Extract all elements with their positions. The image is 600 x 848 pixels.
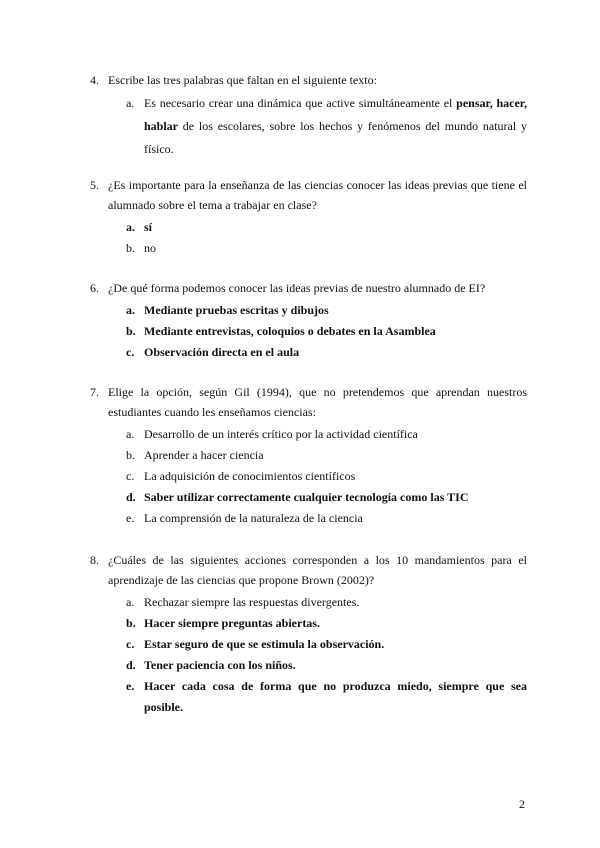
option-b: [126, 445, 527, 466]
option-e: [126, 676, 527, 718]
option-text: Saber utilizar correctamente cualquier tecnología como las TIC: [144, 490, 469, 504]
question-text: Elige la opción, según Gil (1994), que no pretendemos que aprendan nuestros estudiantes cuando les enseñamos ciencias:: [108, 385, 527, 419]
option-letter: c.: [126, 469, 135, 483]
question-number: 5.: [90, 178, 99, 192]
option-text: Estar seguro de que se estimula la observación.: [144, 637, 385, 651]
question-number: 8.: [90, 553, 99, 567]
option-c: [126, 634, 527, 655]
question-number: 7.: [90, 385, 99, 399]
option-a: [126, 424, 527, 445]
option-letter: a.: [126, 303, 135, 317]
option-d: [126, 487, 527, 508]
option-text: Desarrollo de un interés crítico por la actividad científica: [144, 427, 418, 441]
option-text: Hacer siempre preguntas abiertas.: [144, 616, 320, 630]
option-text: La comprensión de la naturaleza de la ciencia: [144, 511, 363, 525]
question-6: [90, 278, 527, 363]
option-d: [126, 655, 527, 676]
question-number: 4.: [90, 73, 99, 87]
option-text: La adquisición de conocimientos científicos: [144, 469, 356, 483]
option-b: [126, 613, 527, 634]
option-a: [126, 92, 527, 161]
option-letter: a.: [126, 427, 135, 441]
option-letter: b.: [126, 448, 135, 462]
option-letter: a.: [126, 96, 135, 110]
page-number: 2: [519, 797, 525, 811]
option-letter: a.: [126, 220, 135, 234]
option-text: Observación directa en el aula: [144, 345, 300, 359]
question-number: 6.: [90, 281, 99, 295]
option-letter: b.: [126, 616, 136, 630]
option-text: Hacer cada cosa de forma que no produzca miedo, siempre que sea posible.: [144, 679, 527, 714]
option-text-bold-part: pensar, hacer, hablar: [144, 96, 527, 133]
question-8: [90, 550, 527, 718]
option-letter: d.: [126, 658, 136, 672]
option-letter: d.: [126, 490, 136, 504]
option-text-part: Es necesario crear una dinámica que active simultáneamente el: [144, 96, 457, 110]
option-text: Mediante pruebas escritas y dibujos: [144, 303, 329, 317]
question-text: Escribe las tres palabras que faltan en el siguiente texto:: [108, 73, 377, 87]
option-b: [126, 321, 527, 342]
option-letter: b.: [126, 241, 135, 255]
option-letter: b.: [126, 324, 136, 338]
question-text: ¿De qué forma podemos conocer las ideas previas de nuestro alumnado de EI?: [108, 281, 486, 295]
option-text: no: [144, 241, 156, 255]
option-a: [126, 592, 527, 613]
option-e: [126, 508, 527, 529]
option-text: Tener paciencia con los niños.: [144, 658, 296, 672]
option-text-part: de los escolares, sobre los hechos y fenómenos del mundo natural y físico.: [144, 119, 527, 156]
question-text: ¿Cuáles de las siguientes acciones corresponden a los 10 mandamientos para el aprendizaje de las ciencias que propone Brown (2002)?: [108, 553, 527, 587]
option-letter: e.: [126, 679, 135, 693]
option-c: [126, 342, 527, 363]
option-c: [126, 466, 527, 487]
option-letter: c.: [126, 637, 135, 651]
option-text: Aprender a hacer ciencia: [144, 448, 264, 462]
option-letter: e.: [126, 511, 135, 525]
option-a: [126, 300, 527, 321]
question-4: [90, 70, 527, 161]
option-text: [144, 92, 527, 161]
option-b: [126, 238, 527, 259]
question-5: [90, 175, 527, 259]
question-text: ¿Es importante para la enseñanza de las ciencias conocer las ideas previas que tiene el alumnado sobre el tema a trabajar en clase?: [108, 178, 527, 212]
option-letter: c.: [126, 345, 135, 359]
option-text: Mediante entrevistas, coloquios o debates en la Asamblea: [144, 324, 436, 338]
option-a: [126, 217, 527, 238]
option-text: Rechazar siempre las respuestas divergentes.: [144, 595, 360, 609]
question-7: [90, 382, 527, 529]
option-letter: a.: [126, 595, 135, 609]
option-text: sí: [144, 220, 153, 234]
